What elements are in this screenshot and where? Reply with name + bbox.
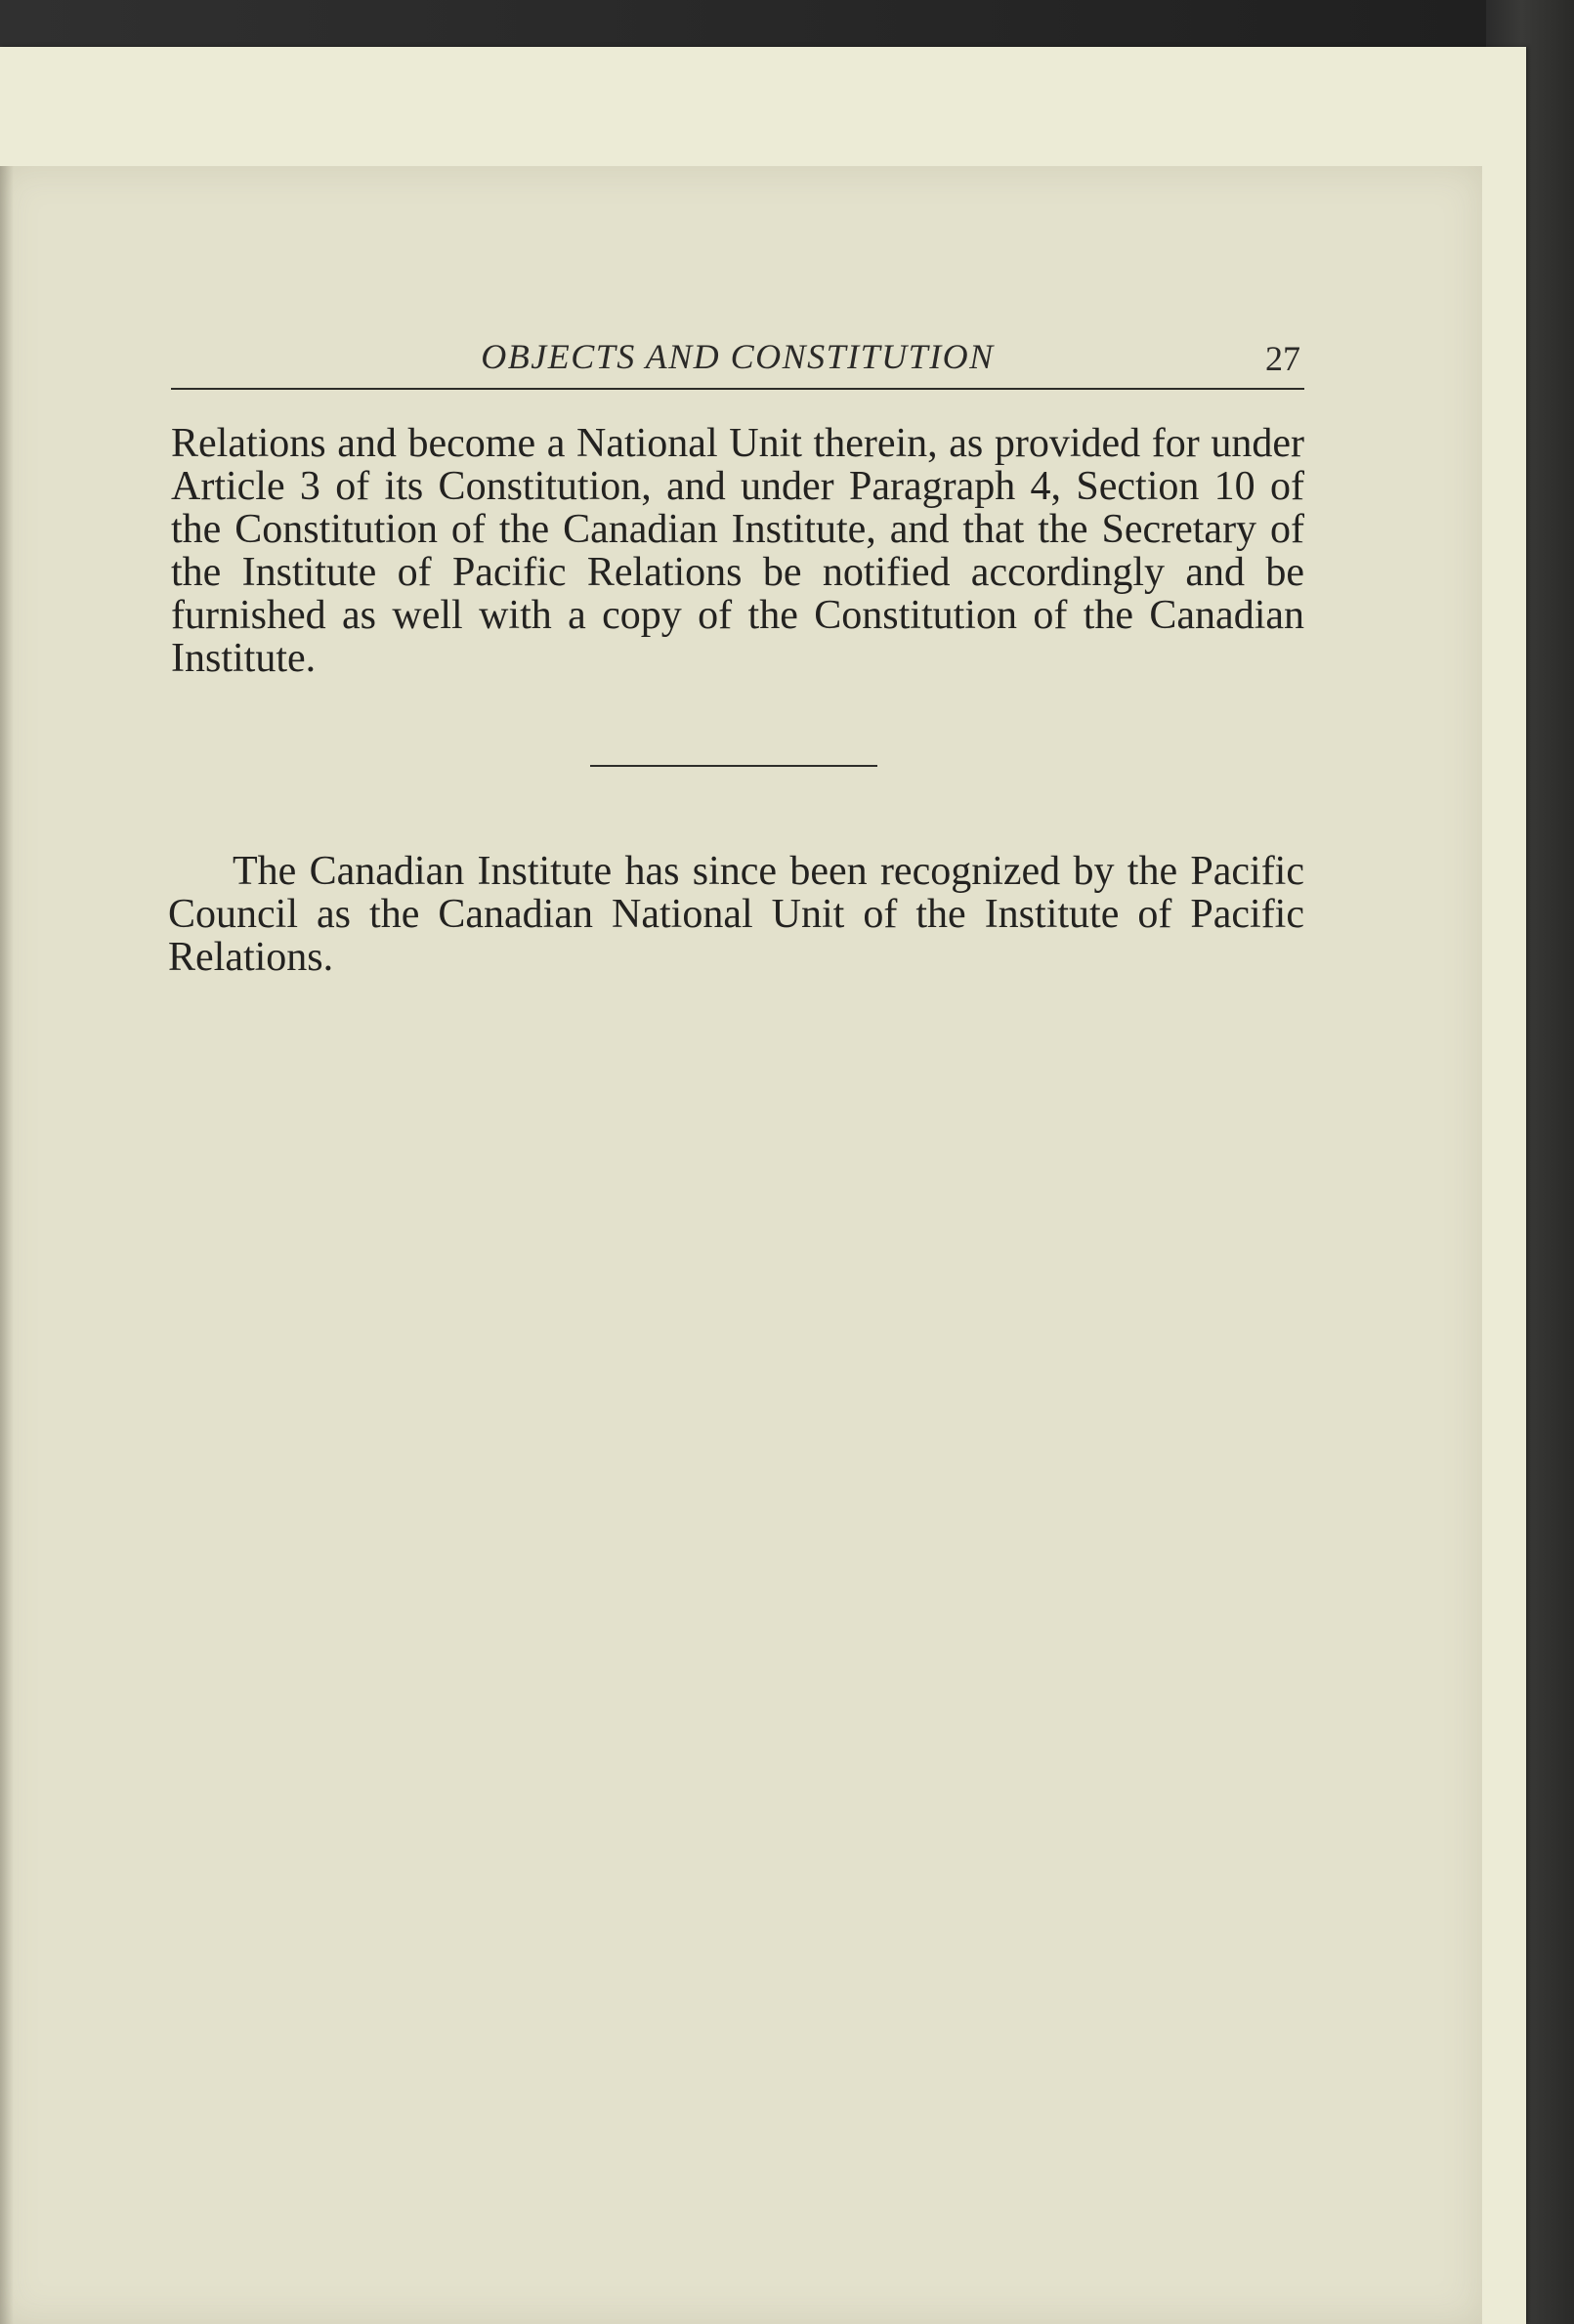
page-number: 27 xyxy=(1265,339,1300,378)
section-divider xyxy=(590,765,877,767)
running-head xyxy=(171,330,1304,389)
header-rule xyxy=(171,388,1304,390)
body-paragraph: Relations and become a National Unit therein, as provided for under Article 3 of its Constitution, and under Paragraph 4, Section 10 of the Constitution of the Canadian Institute, and that the Secretary of the Institute of Pacific Relations be notified accordingly and be furnished as well with a copy of the Constitution of the Canadian Institute. xyxy=(171,421,1304,681)
body-paragraph: The Canadian Institute has since been recognized by the Pacific Council as the Canadian National Unit of the Institute of Pacific Relations. xyxy=(168,849,1304,980)
page-gutter-shadow xyxy=(0,166,14,2324)
running-title: OBJECTS AND CONSTITUTION xyxy=(481,337,995,376)
